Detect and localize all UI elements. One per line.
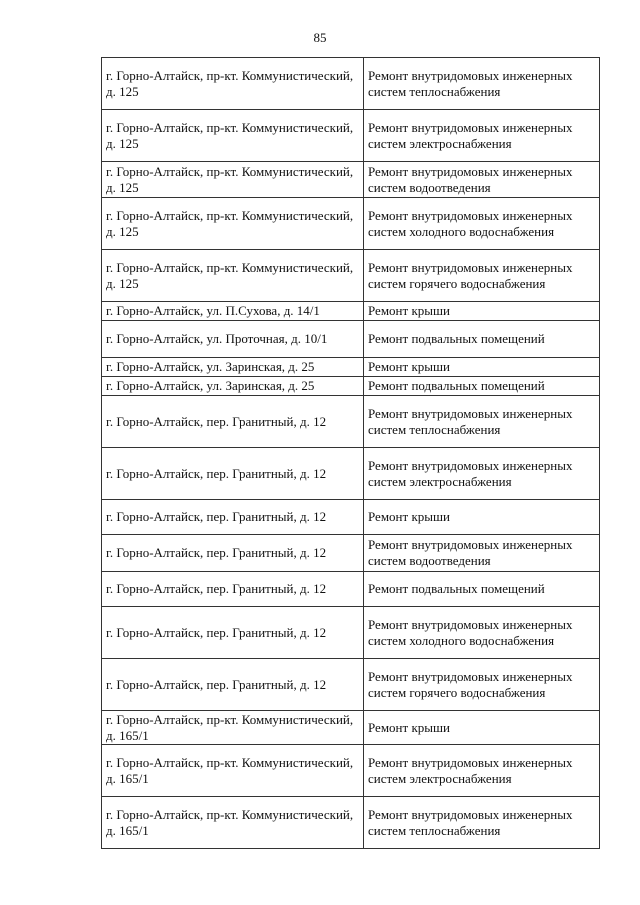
work-text: Ремонт крыши (368, 719, 450, 735)
address-text: г. Горно-Алтайск, пр-кт. Коммунистический, д. 165/1 (106, 806, 354, 838)
table-row (102, 58, 600, 110)
work-cell (364, 572, 600, 607)
work-text: Ремонт крыши (368, 509, 450, 524)
work-text: Ремонт внутридомовых инженерных систем электроснабжения (368, 119, 573, 151)
address-text: г. Горно-Алтайск, пр-кт. Коммунистический, д. 125 (106, 259, 354, 291)
address-text: г. Горно-Алтайск, ул. Проточная, д. 10/1 (106, 331, 328, 346)
work-text: Ремонт внутридомовых инженерных систем водоотведения (368, 537, 573, 568)
address-cell (102, 500, 364, 535)
work-text: Ремонт внутридомовых инженерных систем горячего водоснабжения (368, 668, 573, 700)
address-text: г. Горно-Алтайск, пер. Гранитный, д. 12 (106, 413, 327, 429)
work-cell (364, 58, 600, 110)
table-row (102, 500, 600, 535)
work-cell (364, 745, 600, 797)
table-row (102, 198, 600, 250)
work-text: Ремонт крыши (368, 359, 450, 374)
table-row (102, 711, 600, 745)
address-text: г. Горно-Алтайск, пр-кт. Коммунистический, д. 125 (106, 163, 354, 195)
address-cell (102, 797, 364, 849)
table-row (102, 377, 600, 396)
address-cell (102, 198, 364, 250)
address-cell (102, 302, 364, 321)
address-cell (102, 162, 364, 198)
address-cell (102, 572, 364, 607)
address-text: г. Горно-Алтайск, ул. П.Сухова, д. 14/1 (106, 303, 320, 318)
work-text: Ремонт крыши (368, 303, 450, 318)
works-table-body (102, 58, 600, 849)
work-text: Ремонт внутридомовых инженерных систем холодного водоснабжения (368, 616, 573, 648)
address-text: г. Горно-Алтайск, пер. Гранитный, д. 12 (106, 624, 327, 640)
table-row (102, 797, 600, 849)
address-cell (102, 110, 364, 162)
address-cell (102, 321, 364, 358)
table-row (102, 250, 600, 302)
work-cell (364, 198, 600, 250)
table-row (102, 162, 600, 198)
works-table (101, 57, 600, 849)
table-row (102, 659, 600, 711)
address-cell (102, 396, 364, 448)
address-cell (102, 58, 364, 110)
table-row (102, 321, 600, 358)
page-number: 85 (313, 30, 327, 45)
table-row (102, 302, 600, 321)
table-row (102, 110, 600, 162)
address-text: г. Горно-Алтайск, пер. Гранитный, д. 12 (106, 676, 327, 692)
work-text: Ремонт подвальных помещений (368, 331, 545, 346)
work-text: Ремонт внутридомовых инженерных систем холодного водоснабжения (368, 207, 573, 239)
address-text: г. Горно-Алтайск, пр-кт. Коммунистический, д. 125 (106, 119, 354, 151)
address-cell (102, 711, 364, 745)
work-cell (364, 659, 600, 711)
address-text: г. Горно-Алтайск, ул. Заринская, д. 25 (106, 359, 315, 374)
address-cell (102, 607, 364, 659)
work-text: Ремонт подвальных помещений (368, 378, 545, 393)
address-text: г. Горно-Алтайск, пер. Гранитный, д. 12 (106, 545, 327, 560)
address-text: г. Горно-Алтайск, пер. Гранитный, д. 12 (106, 465, 327, 481)
work-cell (364, 500, 600, 535)
work-text: Ремонт внутридомовых инженерных систем горячего водоснабжения (368, 259, 573, 291)
table-row (102, 572, 600, 607)
address-cell (102, 659, 364, 711)
table-row (102, 358, 600, 377)
work-text: Ремонт внутридомовых инженерных систем электроснабжения (368, 754, 573, 786)
work-cell (364, 797, 600, 849)
work-cell (364, 535, 600, 572)
address-cell (102, 358, 364, 377)
work-cell (364, 358, 600, 377)
address-text: г. Горно-Алтайск, пр-кт. Коммунистический, д. 165/1 (106, 754, 354, 786)
address-text: г. Горно-Алтайск, пр-кт. Коммунистический, д. 125 (106, 67, 354, 99)
work-cell (364, 250, 600, 302)
work-cell (364, 110, 600, 162)
address-text: г. Горно-Алтайск, пр-кт. Коммунистический, д. 125 (106, 207, 354, 239)
work-cell (364, 396, 600, 448)
address-cell (102, 448, 364, 500)
address-cell (102, 535, 364, 572)
work-text: Ремонт внутридомовых инженерных систем электроснабжения (368, 457, 573, 489)
work-cell (364, 302, 600, 321)
work-text: Ремонт внутридомовых инженерных систем теплоснабжения (368, 806, 573, 838)
work-cell (364, 321, 600, 358)
address-cell (102, 250, 364, 302)
address-cell (102, 745, 364, 797)
work-text: Ремонт подвальных помещений (368, 581, 545, 596)
work-cell (364, 607, 600, 659)
table-row (102, 535, 600, 572)
table-row (102, 607, 600, 659)
table-row (102, 396, 600, 448)
work-text: Ремонт внутридомовых инженерных систем водоотведения (368, 163, 573, 195)
work-text: Ремонт внутридомовых инженерных систем теплоснабжения (368, 405, 573, 437)
work-cell (364, 448, 600, 500)
work-cell (364, 711, 600, 745)
table-row (102, 745, 600, 797)
address-text: г. Горно-Алтайск, пер. Гранитный, д. 12 (106, 509, 327, 524)
table-row (102, 448, 600, 500)
address-cell (102, 377, 364, 396)
work-text: Ремонт внутридомовых инженерных систем теплоснабжения (368, 67, 573, 99)
address-text: г. Горно-Алтайск, пр-кт. Коммунистический, д. 165/1 (106, 711, 354, 743)
work-cell (364, 162, 600, 198)
address-text: г. Горно-Алтайск, ул. Заринская, д. 25 (106, 378, 315, 393)
work-cell (364, 377, 600, 396)
address-text: г. Горно-Алтайск, пер. Гранитный, д. 12 (106, 581, 327, 596)
